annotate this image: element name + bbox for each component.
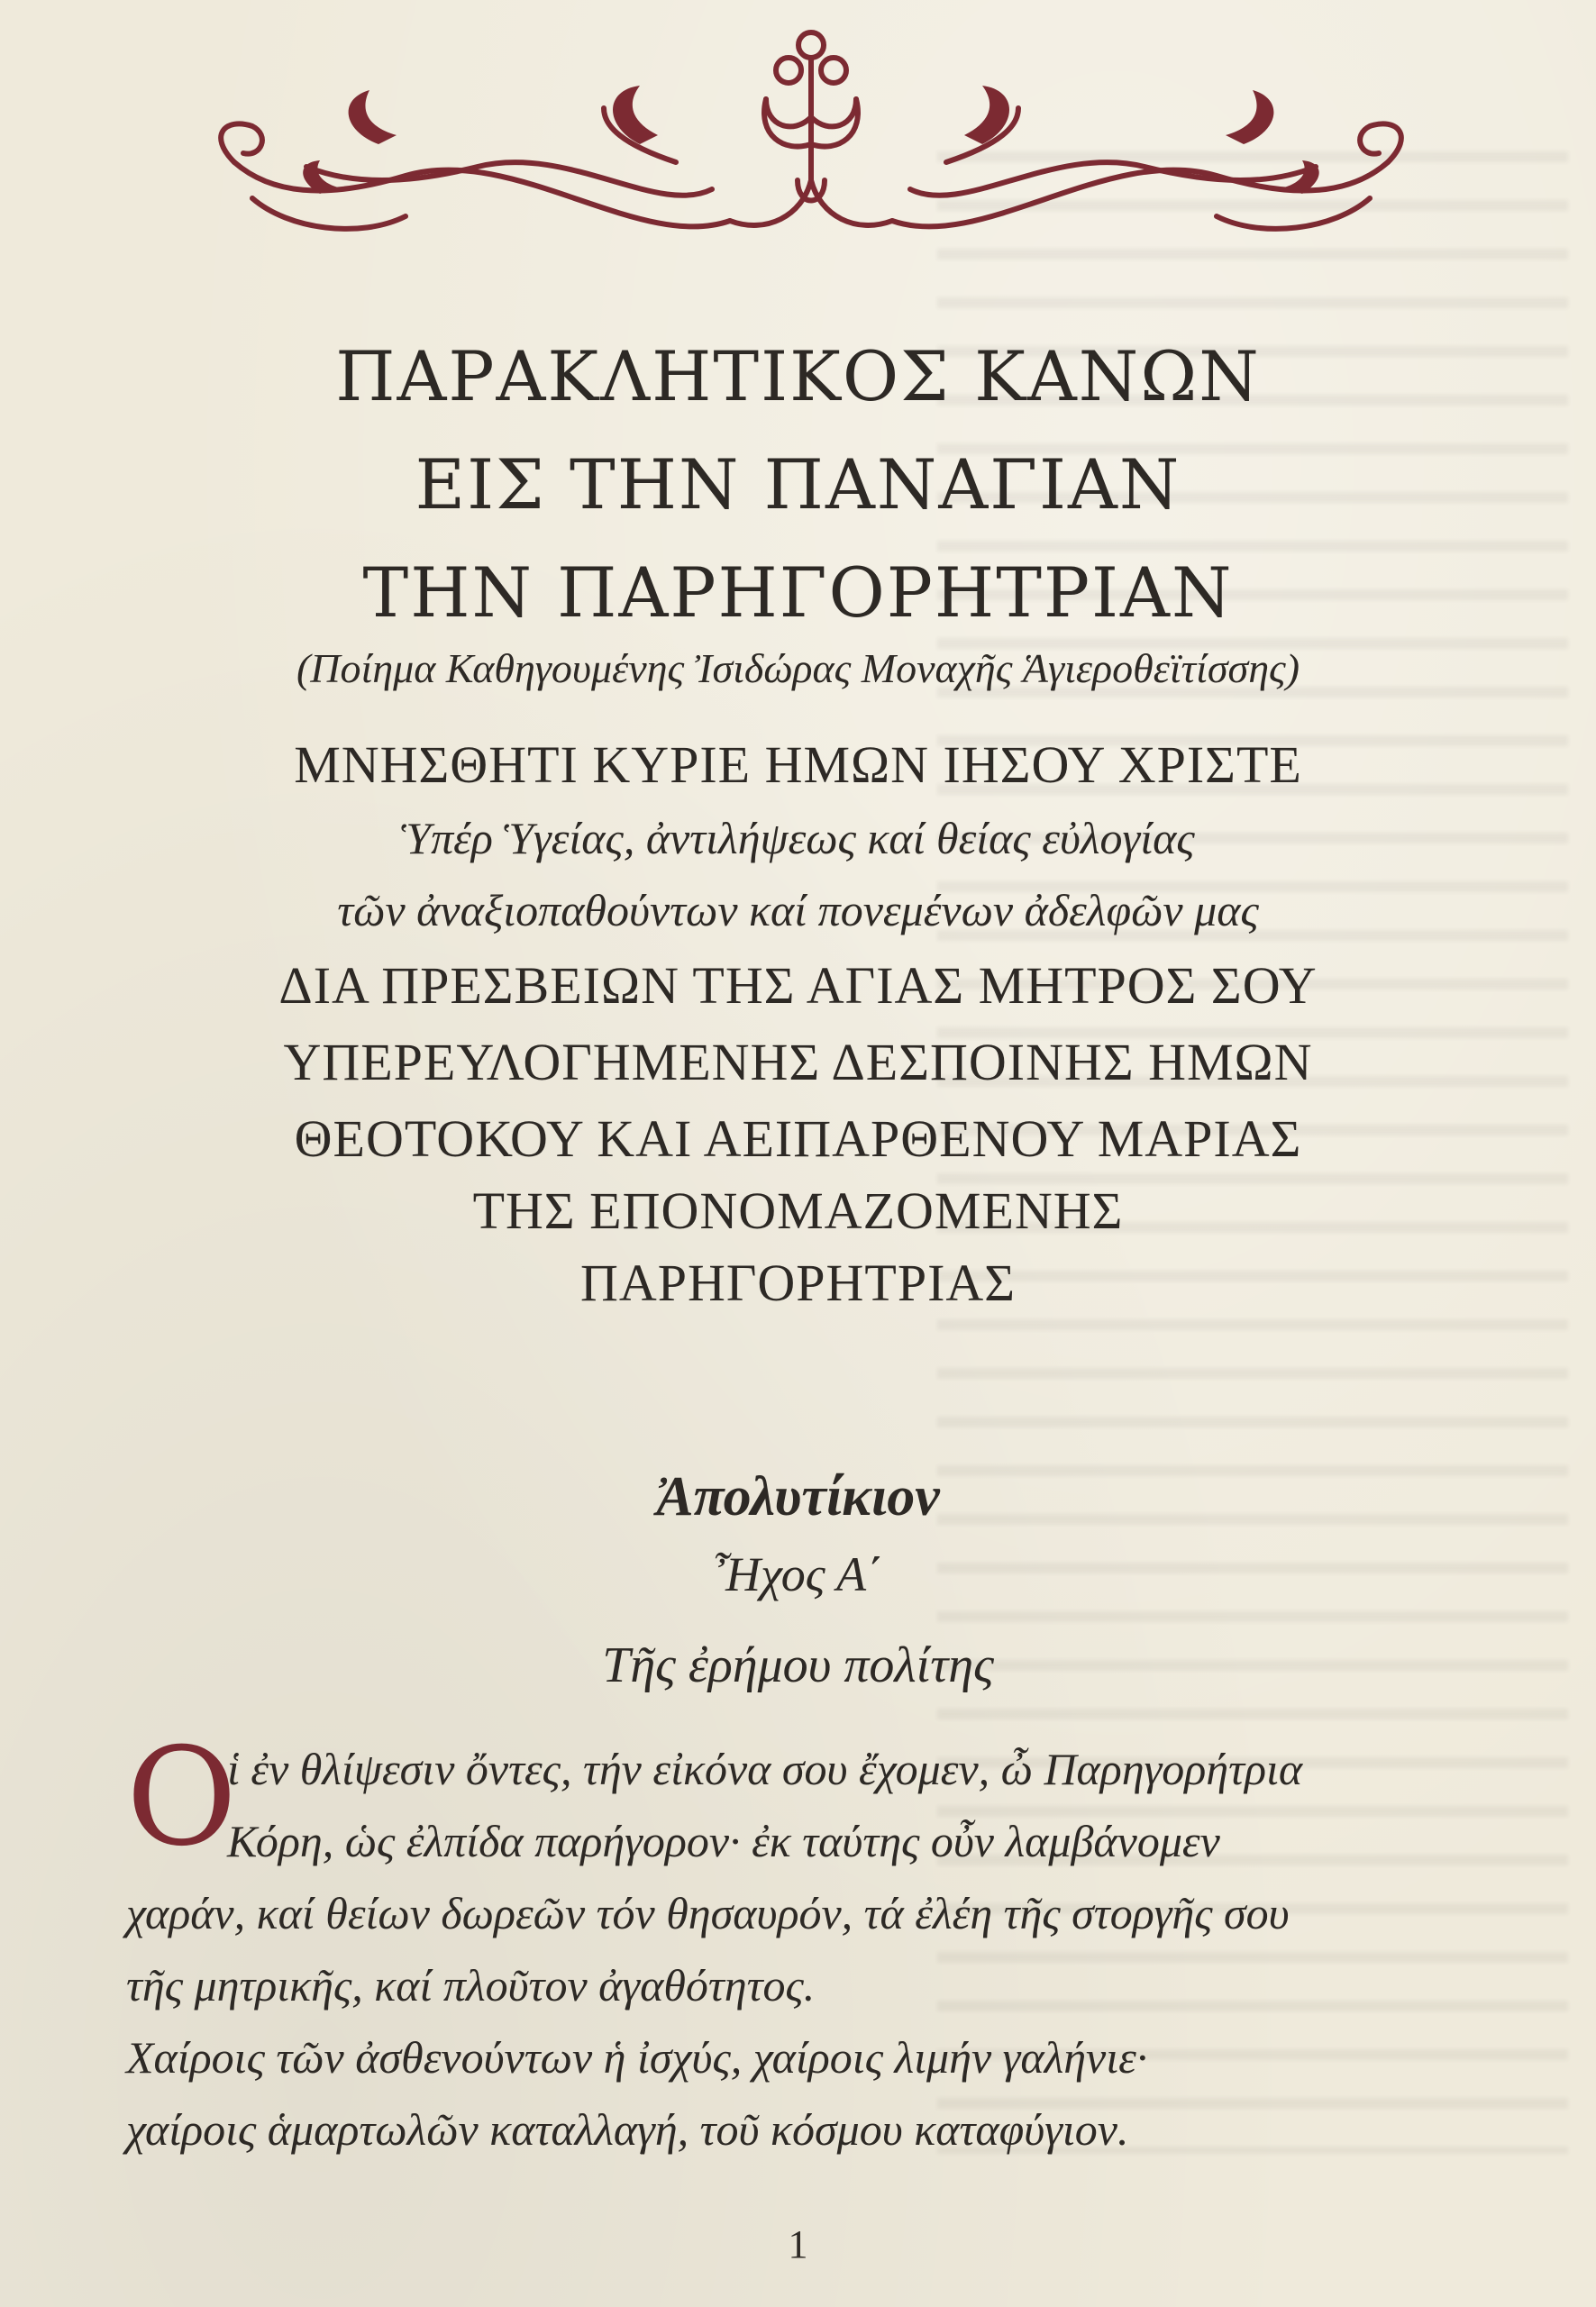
title-line-2: ΕΙΣ ΤΗΝ ΠΑΝΑΓΙΑΝ (415, 444, 1181, 524)
hymn-line-6: χαίροις ἁμαρτωλῶν καταλλαγή, τοῦ κόσμου καταφύγιον. (126, 2104, 1129, 2155)
drop-cap: Ο (126, 1719, 237, 1876)
hymn-line-4: τῆς μητρικῆς, καί πλοῦτον ἀγαθότητος. (126, 1960, 816, 2011)
hymn-line-2: Κόρη, ὡς ἐλπίδα παρήγορον· ἐκ ταύτης οὖν λαμβάνομεν (227, 1816, 1220, 1866)
invocation-caps-1: ΜΝΗΣΘΗΤΙ ΚΥΡΙΕ ΗΜΩΝ ΙΗΣΟΥ ΧΡΙΣΤΕ (294, 735, 1302, 794)
invocation-italic-2: τῶν ἀναξιοπαθούντων καί πονεμένων ἀδελφῶν μας (337, 885, 1259, 935)
page-number: 1 (788, 2222, 808, 2266)
title-line-1: ΠΑΡΑΚΛΗΤΙΚΟΣ ΚΑΝΩΝ (335, 336, 1261, 416)
hymn-line-3: χαράν, καί θείων δωρεῶν τόν θησαυρόν, τά ἐλέη τῆς στοργῆς σου (126, 1888, 1290, 1938)
hymn-line-1: ἱ ἐν θλίψεσιν ὄντες, τήν εἰκόνα σου ἔχομεν, ὦ Παρηγορήτρια (227, 1744, 1303, 1794)
section-mode: Ἦχος Α΄ (713, 1547, 883, 1601)
title-line-3: ΤΗΝ ΠΑΡΗΓΟΡΗΤΡΙΑΝ (362, 552, 1234, 633)
invocation-italic-1: Ὑπέρ Ὑγείας, ἀντιλήψεως καί θείας εὐλογίας (401, 813, 1195, 863)
invocation-caps-4: ΘΕΟΤΟΚΟΥ ΚΑΙ ΑΕΙΠΑΡΘΕΝΟΥ ΜΑΡΙΑΣ (294, 1109, 1302, 1168)
invocation-caps-6: ΠΑΡΗΓΟΡΗΤΡΙΑΣ (579, 1254, 1017, 1312)
subtitle: (Ποίημα Καθηγουμένης Ἰσιδώρας Μοναχῆς Ἁγιεροθεϊτίσσης) (296, 645, 1300, 691)
section-heading: Ἀπολυτίκιον (656, 1466, 940, 1527)
invocation-caps-5: ΤΗΣ ΕΠΟΝΟΜΑΖΟΜΕΝΗΣ (472, 1181, 1124, 1240)
floral-scroll-ornament-icon (135, 9, 1487, 279)
section-melody: Τῆς ἐρήμου πολίτης (602, 1637, 994, 1693)
invocation-caps-2: ΔΙΑ ΠΡΕΣΒΕΙΩΝ ΤΗΣ ΑΓΙΑΣ ΜΗΤΡΟΣ ΣΟΥ (278, 956, 1318, 1015)
invocation-caps-3: ΥΠΕΡΕΥΛΟΓΗΜΕΝΗΣ ΔΕΣΠΟΙΝΗΣ ΗΜΩΝ (283, 1033, 1313, 1091)
hymn-line-5: Χαίροις τῶν ἀσθενούντων ἡ ἰσχύς, χαίροις λιμήν γαλήνιε· (126, 2032, 1148, 2083)
